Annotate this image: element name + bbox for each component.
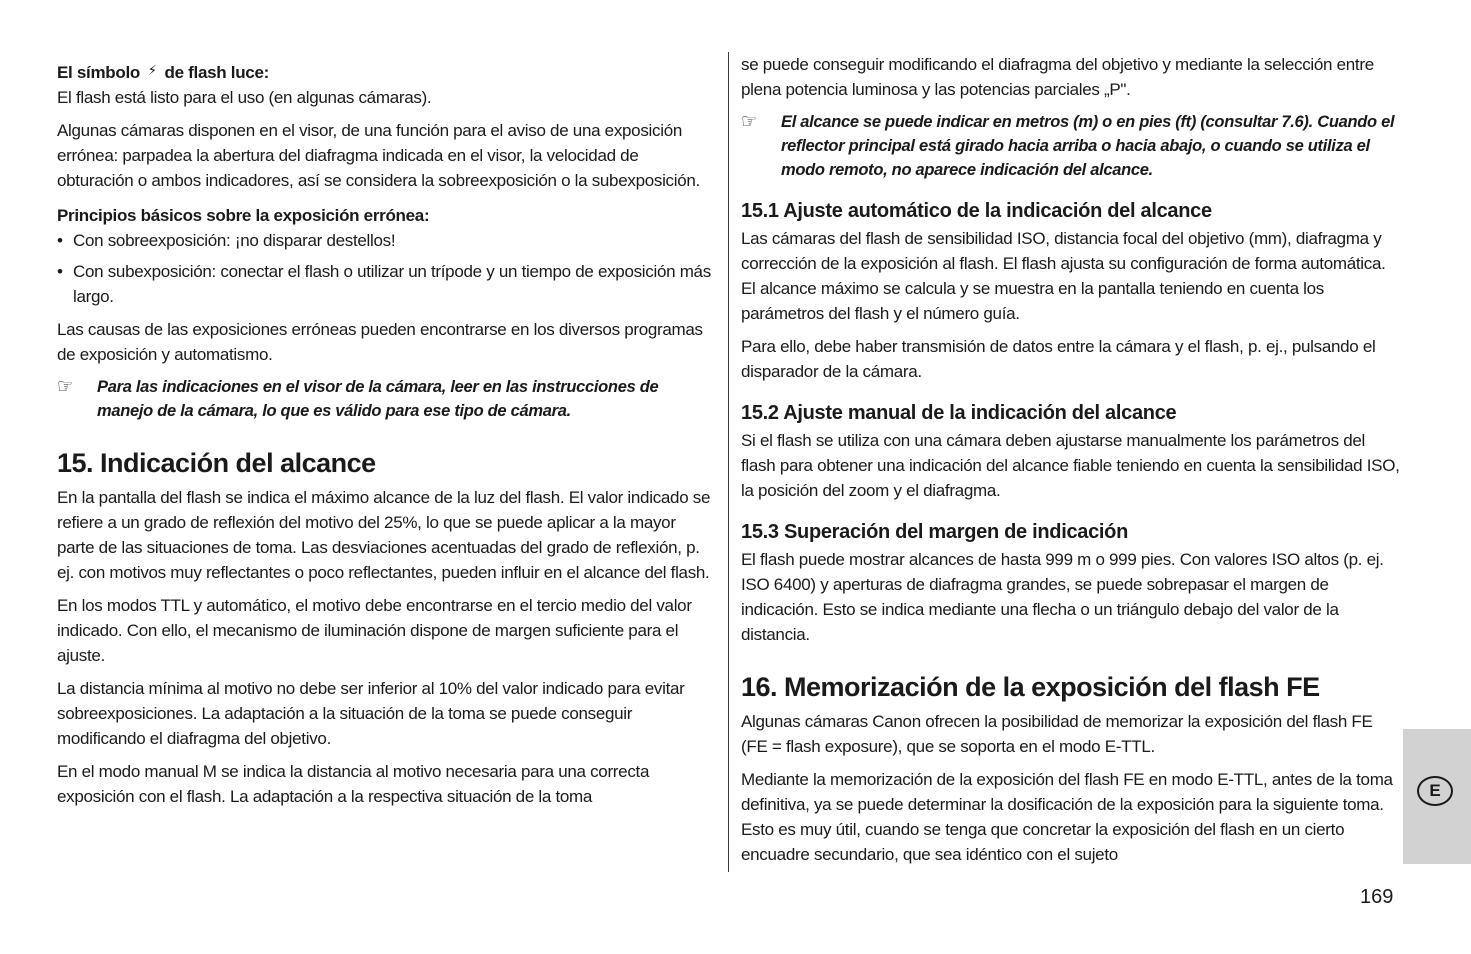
section-16-paragraph-1: Algunas cámaras Canon ofrecen la posibilidad de memorizar la exposición del flash FE (FE = flash exposure), que se soporta en el modo E-TTL.: [741, 712, 1373, 756]
section-16-title: 16. Memorización de la exposición del flash FE: [741, 672, 1320, 702]
left-column: [57, 52, 717, 817]
section-15-1-paragraph-1: Las cámaras del flash de sensibilidad ISO, distancia focal del objetivo (mm), diafragma y corrección de la exposición al flash. El flash ajusta su configuración de forma automática. El alcance máximo se calcula y se muestra en la pantalla teniendo en cuenta los parámetros del flash y el número guía.: [741, 229, 1386, 323]
column-divider: [728, 52, 729, 872]
principles-list: [57, 228, 717, 309]
right-column: [741, 52, 1401, 875]
section-15-3-title: 15.3 Superación del margen de indicación: [741, 521, 1129, 543]
list-item: • Con sobreexposición: ¡no disparar destellos!: [57, 228, 717, 253]
section-15-1-title: 15.1 Ajuste automático de la indicación del alcance: [741, 200, 1212, 222]
flash-symbol-heading: [57, 58, 717, 85]
flash-heading-post: de flash luce:: [164, 63, 269, 82]
list-item: • Con subexposición: conectar el flash o utilizar un trípode y un tiempo de exposición más largo.: [57, 259, 717, 309]
exposure-warning-paragraph: Algunas cámaras disponen en el visor, de una función para el aviso de una exposición errónea: parpadea la abertura del diafragma indicada en el visor, la velocidad de obturación o ambos indicadores, así se considera la sobreexposición o la subexposición.: [57, 121, 700, 190]
flash-ready-paragraph: El flash está listo para el uso (en algunas cámaras).: [57, 88, 432, 107]
section-15-3-paragraph: El flash puede mostrar alcances de hasta 999 m o 999 pies. Con valores ISO altos (p. ej. ISO 6400) y aperturas de diafragma grandes, se puede sobrepasar el margen de indicación. Esto se indica mediante una flecha o un triángulo debajo del valor de la distancia.: [741, 550, 1384, 644]
range-units-note: [741, 110, 1401, 182]
section-16-paragraph-2: Mediante la memorización de la exposición del flash FE en modo E-TTL, antes de la toma definitiva, ya se puede determinar la dosificación de la exposición para la siguiente toma. Esto es muy útil, cuando se tenga que concretar la exposición del flash en un cierto encuadre secundario, que sea idéntico con el sujeto: [741, 770, 1393, 864]
section-15-paragraph-4: En el modo manual M se indica la distancia al motivo necesaria para una correcta exposición con el flash. La adaptación a la respectiva situación de la toma: [57, 762, 650, 806]
flash-bolt-icon: ⚡: [147, 62, 157, 78]
section-15-paragraph-3: La distancia mínima al motivo no debe ser inferior al 10% del valor indicado para evitar sobreexposiciones. La adaptación a la situación de la toma se puede conseguir modificando el diafragma del objetivo.: [57, 679, 685, 748]
section-15-2-title: 15.2 Ajuste manual de la indicación del alcance: [741, 402, 1177, 424]
flash-heading-pre: El símbolo: [57, 63, 140, 82]
section-15-title: 15. Indicación del alcance: [57, 448, 376, 478]
page-number: 169: [1360, 886, 1394, 908]
bullet-icon: •: [57, 231, 63, 250]
pointing-hand-icon: ☞: [57, 376, 74, 398]
section-15-1-paragraph-2: Para ello, debe haber transmisión de datos entre la cámara y el flash, p. ej., pulsando el disparador de la cámara.: [741, 337, 1376, 381]
section-15-paragraph-2: En los modos TTL y automático, el motivo debe encontrarse en el tercio medio del valor indicado. Con ello, el mecanismo de iluminación dispone de margen suficiente para el ajuste.: [57, 596, 692, 665]
language-badge: E: [1417, 776, 1453, 806]
continued-paragraph: se puede conseguir modificando el diafragma del objetivo y mediante la selección entre plena potencia luminosa y las potencias parciales „P".: [741, 55, 1374, 99]
section-15-2-paragraph: Si el flash se utiliza con una cámara deben ajustarse manualmente los parámetros del flash para obtener una indicación del alcance fiable teniendo en cuenta la sensibilidad ISO, la posición del zoom y el diafragma.: [741, 431, 1400, 500]
note-text: El alcance se puede indicar en metros (m) o en pies (ft) (consultar 7.6). Cuando el reflector principal está girado hacia arriba o hacia abajo, o cuando se utiliza el modo remoto, no aparece indicación del alcance.: [781, 113, 1395, 179]
principles-heading: Principios básicos sobre la exposición errónea:: [57, 206, 430, 225]
bullet-icon: •: [57, 262, 63, 281]
language-tab: [1403, 729, 1471, 864]
pointing-hand-icon: ☞: [741, 111, 758, 133]
note-text: Para las indicaciones en el visor de la cámara, leer en las instrucciones de manejo de la cámara, lo que es válido para ese tipo de cámara.: [97, 378, 659, 420]
viewfinder-note: [57, 375, 717, 423]
section-15-paragraph-1: En la pantalla del flash se indica el máximo alcance de la luz del flash. El valor indicado se refiere a un grado de reflexión del motivo del 25%, lo que se puede aplicar a la mayor parte de las situaciones de toma. Las desviaciones acentuadas del grado de reflexión, p. ej. con motivos muy reflectantes o poco reflectantes, pueden influir en el alcance del flash.: [57, 488, 711, 582]
causes-paragraph: Las causas de las exposiciones erróneas pueden encontrarse en los diversos programas de exposición y automatismo.: [57, 320, 703, 364]
